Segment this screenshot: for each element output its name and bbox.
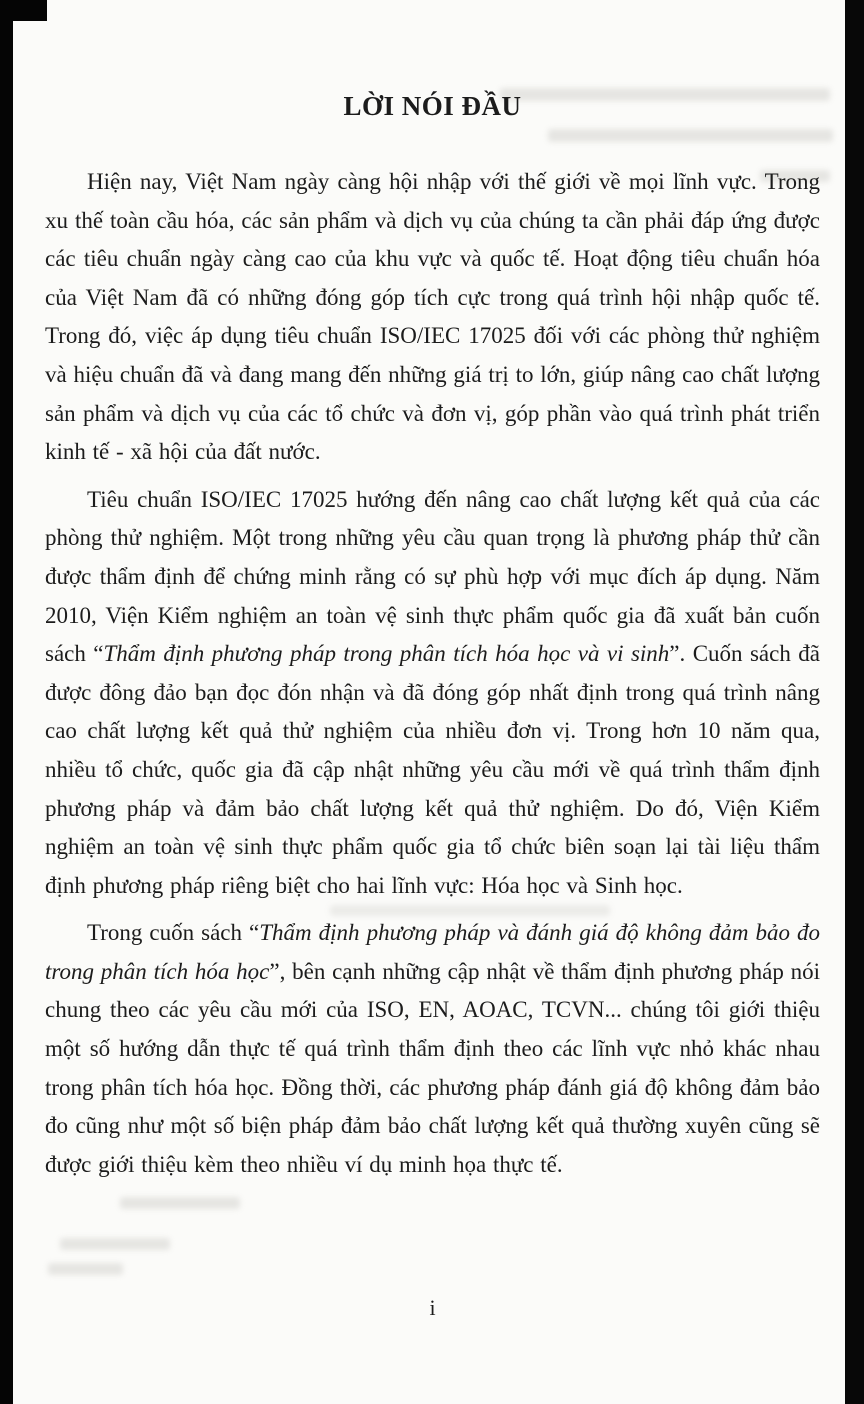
text-segment: Hiện nay, Việt Nam ngày càng hội nhập với thế giới về mọi lĩnh vực. Trong xu thế toàn cầu hóa, các sản phẩm và dịch vụ của chúng ta cần phải đáp ứng được các tiêu chuẩn ngày càng cao của khu vực và quốc tế. Hoạt động tiêu chuẩn hóa của Việt Nam đã có những đóng góp tích cực trong quá trình hội nhập quốc tế. Trong đó, việc áp dụng tiêu chuẩn ISO/IEC 17025 đối với các phòng thử nghiệm và hiệu chuẩn đã và đang mang đến những giá trị to lớn, giúp nâng cao chất lượng sản phẩm và dịch vụ của các tổ chức và đơn vị, góp phần vào quá trình phát triển kinh tế - xã hội của đất nước. bbox=[45, 169, 820, 465]
page-number: i bbox=[429, 1295, 436, 1320]
text-segment: ”, bên cạnh những cập nhật về thẩm định phương pháp nói chung theo các yêu cầu mới của ISO, EN, AOAC, TCVN... chúng tôi giới thiệu một số hướng dẫn thực tế quá trình thẩm định theo các lĩnh vực nhỏ khác nhau trong phân tích hóa học. Đồng thời, các phương pháp đánh giá độ không đảm bảo đo cũng như một số biện pháp đảm bảo chất lượng kết quả thường xuyên cũng sẽ được giới thiệu kèm theo nhiều ví dụ minh họa thực tế. bbox=[45, 958, 820, 1177]
text-segment: Trong cuốn sách “ bbox=[87, 920, 260, 946]
body-paragraphs bbox=[45, 163, 820, 1184]
page-title: LỜI NÓI ĐẦU bbox=[343, 91, 522, 121]
paragraph bbox=[45, 163, 820, 472]
text-segment: ”. Cuốn sách đã được đông đảo bạn đọc đón nhận và đã đóng góp nhất định trong quá trình nâng cao chất lượng kết quả thử nghiệm của nhiều đơn vị. Trong hơn 10 năm qua, nhiều tổ chức, quốc gia đã cập nhật những yêu cầu mới về quá trình thẩm định phương pháp và đảm bảo chất lượng kết quả thử nghiệm. Do đó, Viện Kiểm nghiệm an toàn vệ sinh thực phẩm quốc gia tổ chức biên soạn lại tài liệu thẩm định phương pháp riêng biệt cho hai lĩnh vực: Hóa học và Sinh học. bbox=[45, 641, 820, 898]
scan-corner-artifact bbox=[9, 0, 47, 21]
paragraph bbox=[45, 914, 820, 1184]
text-segment: Tiêu chuẩn ISO/IEC 17025 hướng đến nâng cao chất lượng kết quả của các phòng thử nghiệm. Một trong những yêu cầu quan trọng là phương pháp thử cần được thẩm định để chứng minh rằng có sự phù hợp với mục đích áp dụng. Năm 2010, Viện Kiểm nghiệm an toàn vệ sinh thực phẩm quốc gia đã xuất bản cuốn sách “ bbox=[45, 486, 820, 667]
scan-edge-right bbox=[845, 0, 864, 1404]
book-title-italic: Thẩm định phương pháp trong phân tích hóa học và vi sinh bbox=[103, 641, 670, 667]
scan-edge-left bbox=[0, 0, 13, 1404]
book-title-italic: Thẩm định phương pháp và đánh giá độ không đảm bảo đo trong phân tích hóa học bbox=[45, 920, 820, 984]
paragraph bbox=[45, 481, 820, 906]
page-content bbox=[45, 0, 820, 1404]
